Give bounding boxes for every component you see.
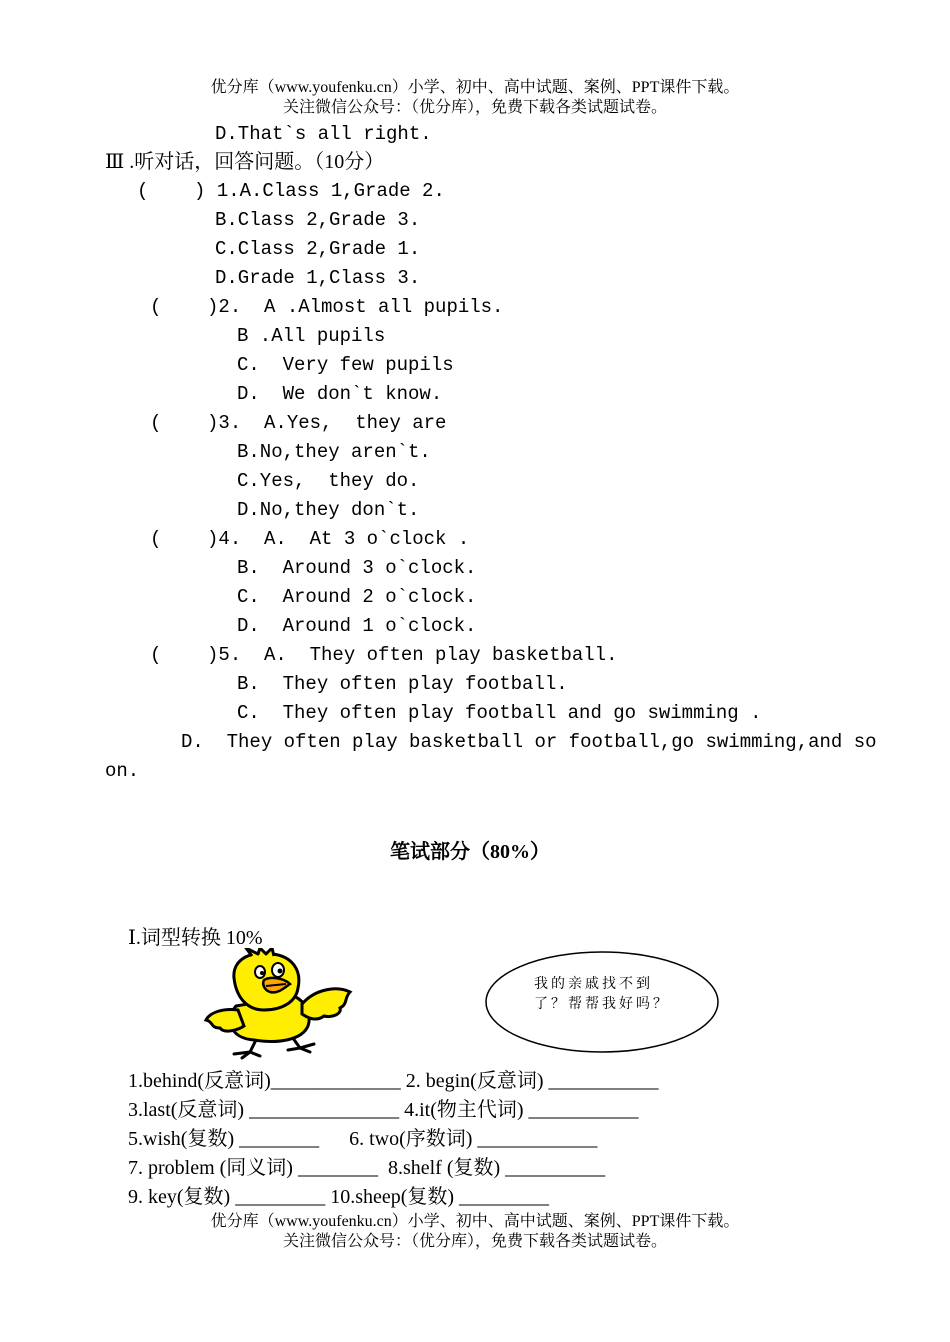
question-3-option-b: B.No,they aren`t. [237,441,431,463]
exercise-line-1: 1.behind(反意词)_____________ 2. begin(反意词) ___________ [128,1070,659,1092]
speech-bubble-text: 我的亲戚找不到了？帮帮我好吗？ [534,976,670,1012]
question-5-option-c: C. They often play football and go swimming . [237,702,762,724]
exercise-line-4: 7. problem (同义词) ________ 8.shelf (复数) __________ [128,1157,606,1179]
question-3-option-c: C.Yes, they do. [237,470,420,492]
previous-option-d: D.That`s all right. [215,123,432,145]
chick-tuft [246,948,274,956]
question-3-stem: ( )3. A.Yes, they are [150,412,447,434]
question-2-option-b: B .All pupils [237,325,386,347]
chick-wing-left [206,1009,244,1031]
footer-line-2: 关注微信公众号：（优分库），免费下载各类试题试卷。 [282,1233,667,1250]
question-1-stem: ( ) 1.A.Class 1,Grade 2. [137,180,445,202]
question-5-stem: ( )5. A. They often play basketball. [150,644,618,666]
question-2-stem: ( )2. A .Almost all pupils. [150,296,504,318]
exercise-line-3: 5.wish(复数) ________ 6. two(序数词) ____________ [128,1128,598,1150]
written-part-title: 笔试部分（80%） [390,841,550,863]
chick-illustration [198,948,358,1060]
question-5-option-b: B. They often play football. [237,673,568,695]
question-1-option-b: B.Class 2,Grade 3. [215,209,421,231]
question-4-stem: ( )4. A. At 3 o`clock . [150,528,470,550]
question-3-option-d: D.No,they don`t. [237,499,420,521]
question-5-option-d-continued: on. [105,760,140,782]
question-1-option-d: D.Grade 1,Class 3. [215,267,421,289]
question-4-option-c: C. Around 2 o`clock. [237,586,477,608]
footer-line-1: 优分库（www.youfenku.cn）小学、初中、高中试题、案例、PPT课件下载。 [210,1213,740,1230]
exercise-line-5: 9. key(复数) _________ 10.sheep(复数) _________ [128,1186,550,1208]
question-2-option-c: C. Very few pupils [237,354,454,376]
exercise-line-2: 3.last(反意词) _______________ 4.it(物主代词) ___________ [128,1099,639,1121]
chick-wing-right [302,989,350,1019]
header-line-1: 优分库（www.youfenku.cn）小学、初中、高中试题、案例、PPT课件下载。 [210,79,740,96]
question-2-option-d: D. We don`t know. [237,383,443,405]
question-4-option-d: D. Around 1 o`clock. [237,615,477,637]
header-line-2: 关注微信公众号：（优分库），免费下载各类试题试卷。 [282,99,667,116]
section-3-title: Ⅲ .听对话，回答问题。（10分） [105,151,385,173]
question-5-option-d: D. They often play basketball or football,go swimming,and so [181,731,877,753]
question-4-option-b: B. Around 3 o`clock. [237,557,477,579]
question-1-option-c: C.Class 2,Grade 1. [215,238,421,260]
section-1-title: Ⅰ.词型转换 10% [128,927,263,949]
